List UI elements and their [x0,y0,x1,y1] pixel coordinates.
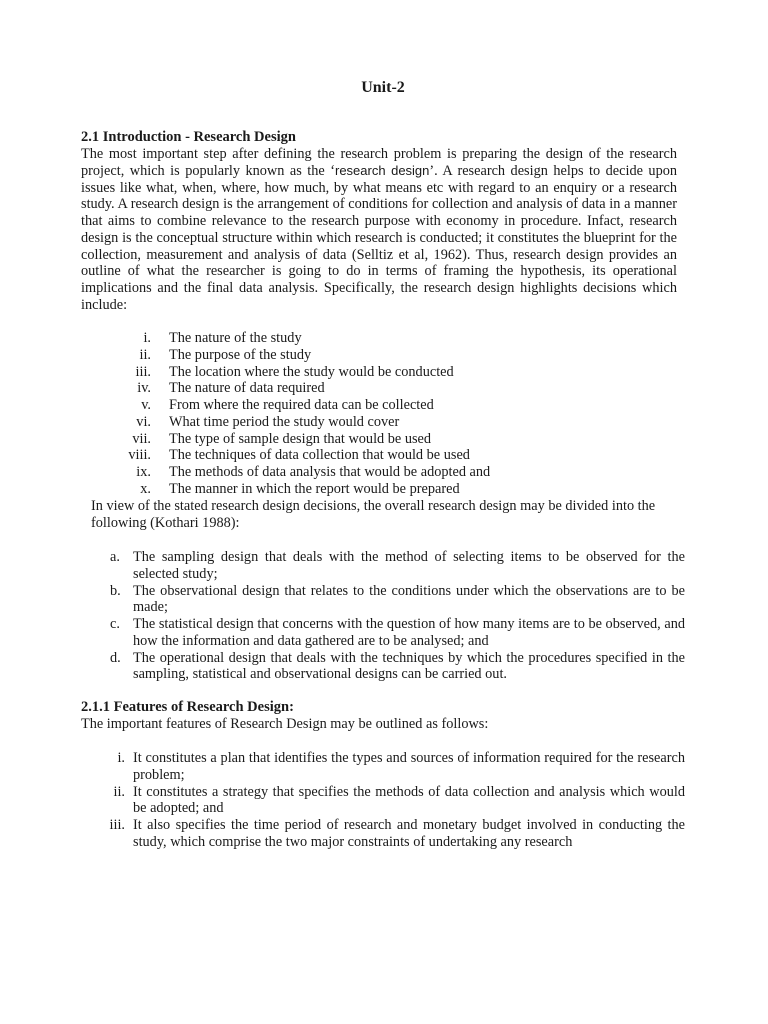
division-item-number: d. [110,649,121,666]
feature-item [81,750,685,784]
decision-item-number: v. [141,397,151,413]
decision-item-text: The techniques of data collection that would be used [169,447,470,464]
division-item [81,549,685,583]
division-item-text: The observational design that relates to the conditions under which the observations are to be made; [133,582,685,616]
decision-item-text: The nature of data required [169,380,325,397]
feature-item-number: ii. [113,783,125,800]
feature-item-text: It constitutes a strategy that specifies the methods of data collection and analysis which would be adopted; and [133,783,685,817]
division-item-number: c. [110,616,120,632]
decision-item [81,397,685,414]
decision-item-number: i. [143,330,151,346]
decision-item [81,347,685,364]
division-item [81,650,685,684]
section-heading-features: 2.1.1 Features of Research Design: [81,699,294,715]
division-item-text: The sampling design that deals with the method of selecting items to be observed for the selected study; [133,549,685,582]
decision-item [81,431,685,448]
introduction-paragraph [81,146,677,314]
decision-item-number: viii. [128,447,151,464]
unit-title: Unit-2 [361,79,405,96]
division-item-text: The operational design that deals with the techniques by which the procedures specified in the sampling, statistical and observational designs can be carried out. [133,649,685,683]
decision-item-text: The nature of the study [169,330,302,346]
feature-item-number: i. [117,750,125,766]
decision-item-text: The type of sample design that would be used [169,430,432,447]
decision-item [81,414,685,431]
decision-item [81,364,685,381]
features-intro: The important features of Research Design may be outlined as follows: [81,716,489,732]
division-item-text: The statistical design that concerns with the question of how many items are to be observed, and how the information and data gathered are to be analysed; and [133,616,685,649]
division-item-number: a. [110,549,120,565]
intro-text-end: ’. A research design helps to decide upon issues like what, when, where, how much, by what means etc with regard to an enquiry or a research study. A research design is the arrangement of conditions for collection and analysis of data in a manner that aims to combine relevance to the research purpose with economy in procedure. Infact, research design is the conceptual structure within which research is conducted; it constitutes the blueprint for the collection, measurement and analysis of data (Selltiz et al, 1962). Thus, research design provides an outline of what the researcher is going to do in terms of framing the hypothesis, its operational implications and the final data analysis. Specifically, the research design highlights decisions which include: [81,162,678,313]
research-design-term: research design [334,162,430,178]
feature-item-text: It constitutes a plan that identifies the types and sources of information required for the research problem; [133,750,685,783]
intro-text-start: The most important step after defining the research problem is preparing the design of the research project, which is popularly known as the ‘ [81,146,677,179]
decision-item-text: The location where the study would be conducted [169,363,454,380]
feature-item-text: It also specifies the time period of research and monetary budget involved in conducting the study, which comprise the two major constraints of undertaking any research [133,817,685,850]
feature-item-number: iii. [109,817,125,833]
decision-item-number: vii. [132,430,151,447]
decision-item-number: vi. [136,413,151,430]
feature-item [81,817,685,851]
decision-item-text: The methods of data analysis that would be adopted and [169,464,491,480]
feature-item [81,784,685,818]
decision-item-text: From where the required data can be collected [169,397,434,413]
decision-item [81,481,685,498]
decision-item-number: iv. [137,380,151,397]
division-item [81,583,685,617]
decision-item-number: ix. [136,464,151,480]
division-item [81,616,685,650]
decision-item-text: What time period the study would cover [169,413,400,430]
section-heading-introduction: 2.1 Introduction - Research Design [81,129,296,145]
decision-item [81,380,685,397]
design-divisions-list [81,549,685,683]
decision-item-number: iii. [135,363,151,380]
decision-item-number: ii. [139,346,151,363]
division-paragraph: In view of the stated research design decisions, the overall research design may be divided into the following (Kothari 1988): [91,498,656,531]
decision-item-number: x. [140,480,151,497]
division-item-number: b. [110,582,121,599]
decision-item-text: The purpose of the study [169,346,312,363]
decision-item [81,464,685,481]
decision-item-text: The manner in which the report would be prepared [169,480,460,497]
decision-item [81,447,685,464]
features-list [81,750,685,851]
decision-item [81,330,685,347]
decisions-list [81,330,685,498]
